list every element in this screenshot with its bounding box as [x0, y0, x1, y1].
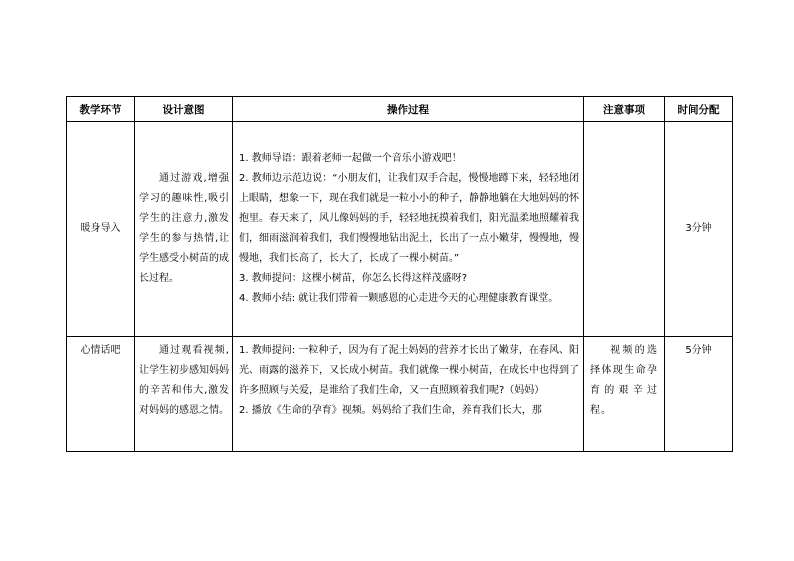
process-cell — [233, 337, 584, 452]
process-item: 3. 教师提问：这棵小树苗，你怎么长得这样茂盛呀? — [239, 273, 468, 284]
step-cell: 心情话吧 — [67, 337, 135, 452]
intent-cell: 通过观看视频,让学生初步感知妈妈的辛苦和伟大,激发对妈妈的感恩之情。 — [135, 337, 233, 452]
header-intent: 设计意图 — [135, 97, 233, 122]
process-item: 2. 播放《生命的孕育》视频。妈妈给了我们生命，养育我们长大，那 — [239, 405, 542, 416]
header-row — [67, 97, 733, 122]
process-item: 1. 教师提问: 一粒种子，因为有了泥土妈妈的营养才长出了嫩芽，在春风、阳光、雨露的滋养下，又长成小树苗。我们就像一棵小树苗，在成长中也得到了许多照顾与关爱，是谁给了我们生命，又一直照顾着我们呢?（妈妈） — [239, 345, 579, 396]
header-step: 教学环节 — [67, 97, 135, 122]
header-time: 时间分配 — [665, 97, 733, 122]
time-cell: 3分钟 — [665, 122, 733, 337]
step-cell: 暖身导入 — [67, 122, 135, 337]
process-item: 4. 教师小结: 就让我们带着一颗感恩的心走进今天的心理健康教育课堂。 — [239, 293, 559, 304]
header-notes: 注意事项 — [584, 97, 665, 122]
notes-cell — [584, 122, 665, 337]
time-cell: 5分钟 — [665, 337, 733, 452]
lesson-plan-table — [66, 96, 733, 452]
intent-cell: 通过游戏,增强学习的趣味性,吸引学生的注意力,激发学生的参与热情,让学生感受小树苗的成长过程。 — [135, 122, 233, 337]
table-row — [67, 122, 733, 337]
notes-cell: 视频的选择体现生命孕育的艰辛过程。 — [584, 337, 665, 452]
process-cell — [233, 122, 584, 337]
header-process: 操作过程 — [233, 97, 584, 122]
process-item: 2. 教师边示范边说：“小朋友们，让我们双手合起，慢慢地蹲下来，轻轻地闭上眼睛，想象一下，现在我们就是一粒小小的种子，静静地躺在大地妈妈的怀抱里。春天来了，风儿像妈妈的手，轻轻地抚摸着我们，阳光温柔地照耀着我们，细雨滋润着我们，我们慢慢地钻出泥土，长出了一点小嫩芽，慢慢地，慢慢地，我们长高了，长大了，长成了一棵小树苗。” — [239, 173, 579, 264]
table-row — [67, 337, 733, 452]
process-item: 1. 教师导语：跟着老师一起做一个音乐小游戏吧！ — [239, 153, 462, 164]
